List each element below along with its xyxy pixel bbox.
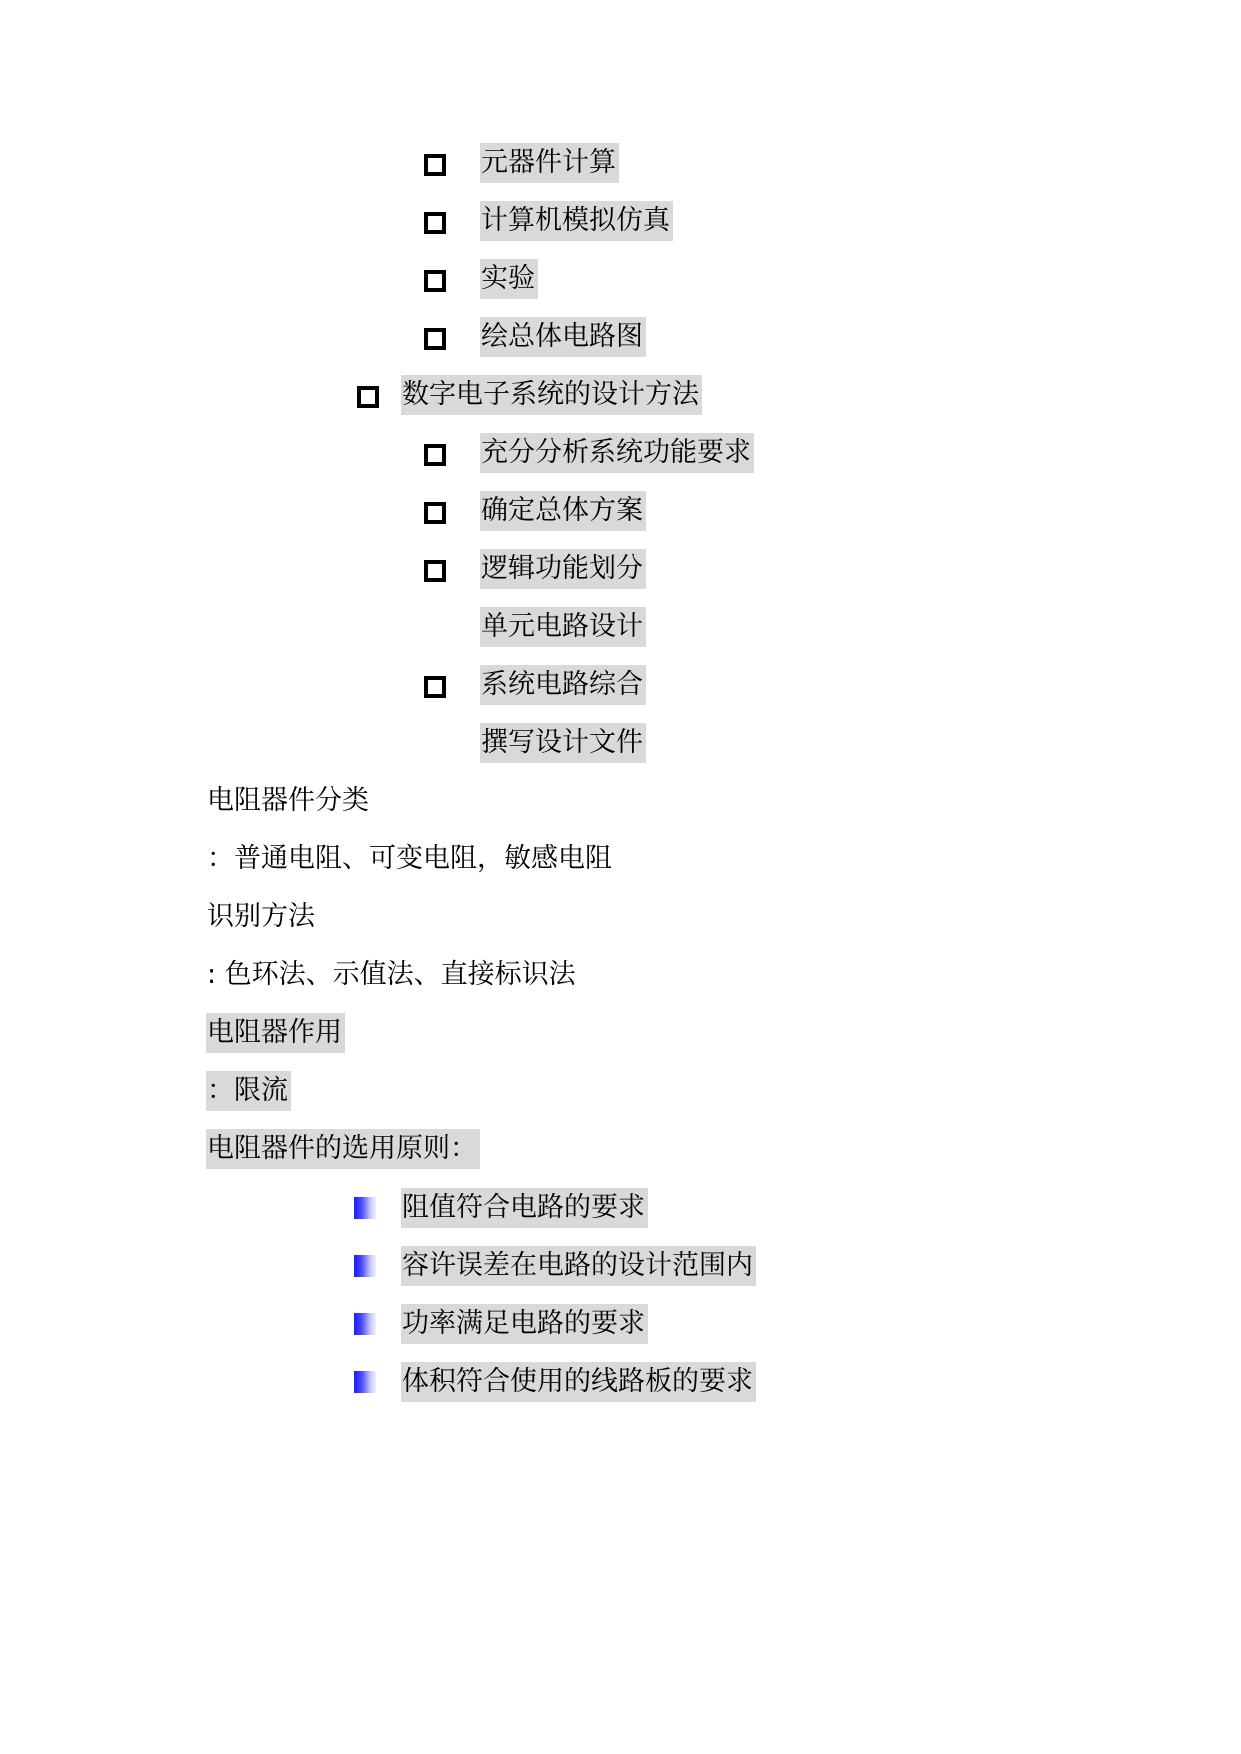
list-item-text: 计算机模拟仿真 [480,201,673,241]
principle-item [401,1354,756,1410]
hollow-square-icon [424,154,446,176]
list-item-unbulleted [480,715,646,771]
list-item [480,309,646,365]
principle-item [401,1296,648,1352]
principle-item-text: 阻值符合电路的要求 [401,1188,648,1228]
hollow-square-icon [424,502,446,524]
list-item-text: 充分分析系统功能要求 [480,433,754,473]
paragraph-function-value: ：限流 [206,1063,291,1119]
list-item-text: 确定总体方案 [480,491,646,531]
hollow-square-icon [424,270,446,292]
blue-gradient-square-icon [354,1313,376,1335]
paragraph-function-title: 电阻器作用 [206,1005,345,1061]
list-item-text: 绘总体电路图 [480,317,646,357]
list-item [480,193,673,249]
hollow-square-icon [424,212,446,234]
hollow-square-icon [424,676,446,698]
list-item-text: 撰写设计文件 [480,723,646,763]
hollow-square-icon [424,328,446,350]
list-item-text: 实验 [480,259,538,299]
list-item [480,425,754,481]
hollow-square-icon [424,444,446,466]
list-item [480,657,646,713]
principle-item [401,1180,648,1236]
principle-item-text: 功率满足电路的要求 [401,1304,648,1344]
list-item-text: 单元电路设计 [480,607,646,647]
hollow-square-icon [357,386,379,408]
principle-item-text: 体积符合使用的线路板的要求 [401,1362,756,1402]
paragraph-classification-title: 电阻器件分类 [207,785,369,816]
blue-gradient-square-icon [354,1197,376,1219]
blue-gradient-square-icon [354,1371,376,1393]
blue-gradient-square-icon [354,1255,376,1277]
list-item-text: 元器件计算 [480,143,619,183]
list-item [480,541,646,597]
paragraph-selection-title: 电阻器件的选用原则： [206,1121,480,1177]
section-heading-text: 数字电子系统的设计方法 [401,375,702,415]
list-item-text: 逻辑功能划分 [480,549,646,589]
list-item [480,483,646,539]
principle-item-text: 容许误差在电路的设计范围内 [401,1246,756,1286]
paragraph-classification-value: ：普通电阻、可变电阻，敏感电阻 [207,843,612,874]
list-item [480,135,619,191]
paragraph-identification-title: 识别方法 [207,901,315,932]
section-heading [401,367,702,423]
list-item-unbulleted [480,599,646,655]
list-item [480,251,538,307]
hollow-square-icon [424,560,446,582]
list-item-text: 系统电路综合 [480,665,646,705]
principle-item [401,1238,756,1294]
paragraph-identification-value: : 色环法、示值法、直接标识法 [207,959,576,990]
